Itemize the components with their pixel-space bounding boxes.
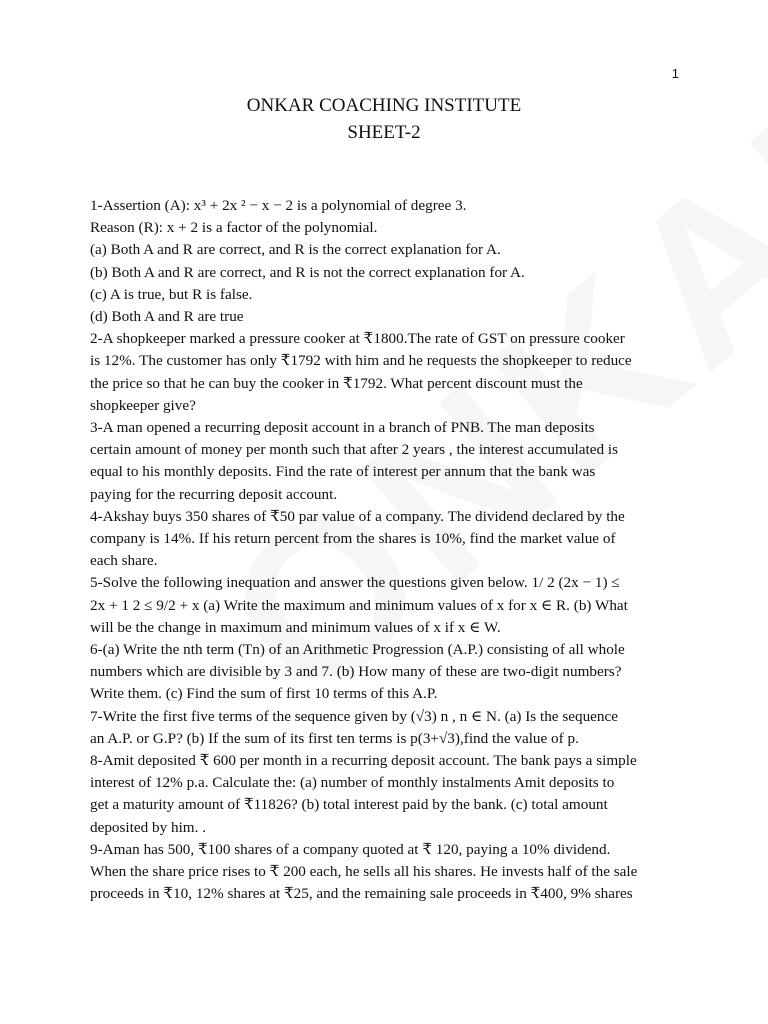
text-line: the price so that he can buy the cooker in ₹1792. What percent discount must the: [90, 374, 583, 392]
institute-title: ONKAR COACHING INSTITUTE: [246, 95, 522, 116]
text-line: 8-Amit deposited ₹ 600 per month in a recurring deposit account. The bank pays a simple: [90, 752, 637, 770]
text-line: (d) Both A and R are true: [90, 308, 244, 326]
text-line: proceeds in ₹10, 12% shares at ₹25, and the remaining sale proceeds in ₹400, 9% shares: [90, 885, 633, 903]
text-line: 6-(a) Write the nth term (Tn) of an Arithmetic Progression (A.P.) consisting of all whole: [90, 641, 625, 659]
sheet-title: SHEET-2: [347, 122, 421, 143]
text-line: deposited by him. .: [90, 818, 207, 836]
text-line: each share.: [90, 552, 158, 570]
text-line: 7-Write the first five terms of the sequence given by (√3) n , n ∈ N. (a) Is the sequence: [90, 707, 618, 725]
text-line: Write them. (c) Find the sum of first 10 terms of this A.P.: [90, 685, 438, 703]
text-line: an A.P. or G.P? (b) If the sum of its first ten terms is p(3+√3),find the value of p.: [90, 729, 579, 747]
text-line: 1-Assertion (A): x³ + 2x ² − x − 2 is a polynomial of degree 3.: [90, 197, 467, 214]
text-line: 2x + 1 2 ≤ 9/2 + x (a) Write the maximum and minimum values of x for x ∈ R. (b) What: [90, 596, 628, 614]
document-header: [0, 92, 768, 146]
text-line: (c) A is true, but R is false.: [90, 285, 253, 303]
text-line: 5-Solve the following inequation and answer the questions given below. 1/ 2 (2x − 1) ≤: [90, 574, 620, 592]
text-line: 9-Aman has 500, ₹100 shares of a company quoted at ₹ 120, paying a 10% dividend.: [90, 840, 611, 858]
text-line: get a maturity amount of ₹11826? (b) total interest paid by the bank. (c) total amount: [90, 796, 608, 814]
text-line: equal to his monthly deposits. Find the rate of interest per annum that the bank was: [90, 463, 596, 481]
text-line: company is 14%. If his return percent from the shares is 10%, find the market value of: [90, 530, 616, 548]
text-line: 3-A man opened a recurring deposit account in a branch of PNB. The man deposits: [90, 419, 595, 437]
text-line: 2-A shopkeeper marked a pressure cooker at ₹1800.The rate of GST on pressure cooker: [90, 330, 625, 348]
page-number: 1: [671, 66, 679, 81]
text-line: Reason (R): x + 2 is a factor of the polynomial.: [90, 219, 378, 237]
text-line: paying for the recurring deposit account.: [90, 485, 338, 503]
text-line: certain amount of money per month such that after 2 years , the interest accumulated is: [90, 441, 619, 459]
text-line: (a) Both A and R are correct, and R is the correct explanation for A.: [90, 241, 501, 259]
question-body: [90, 195, 680, 906]
text-line: shopkeeper give?: [90, 396, 196, 414]
text-line: numbers which are divisible by 3 and 7. (b) How many of these are two-digit numbers?: [90, 663, 622, 681]
text-line: When the share price rises to ₹ 200 each, he sells all his shares. He invests half of the sale: [90, 863, 638, 881]
text-line: 4-Akshay buys 350 shares of ₹50 par value of a company. The dividend declared by the: [90, 507, 625, 525]
text-line: (b) Both A and R are correct, and R is not the correct explanation for A.: [90, 263, 525, 281]
text-line: will be the change in maximum and minimum values of x if x ∈ W.: [90, 618, 501, 636]
text-line: is 12%. The customer has only ₹1792 with him and he requests the shopkeeper to reduce: [90, 352, 632, 370]
text-line: interest of 12% p.a. Calculate the: (a) number of monthly instalments Amit deposits to: [90, 774, 615, 792]
